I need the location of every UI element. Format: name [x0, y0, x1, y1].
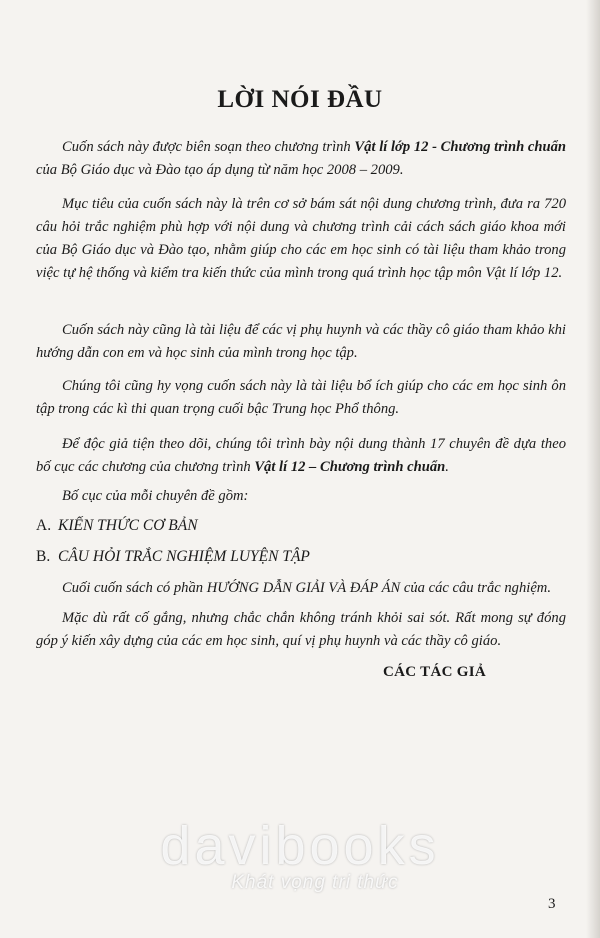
page-number: 3 — [548, 896, 556, 912]
watermark — [150, 818, 450, 894]
paragraph-goal: Mục tiêu của cuốn sách này là trên cơ sở bám sát nội dung chương trình, đưa ra 720 câu hỏi trắc nghiệm phù hợp với nội dung và chương trình cải cách sách giáo khoa mới của Bộ Giáo dục và Đào tạo, nhằm giúp cho các em học sinh có tài liệu tham khảo trong việc tự hệ thống và kiểm tra kiến thức của mình trong quá trình học tập môn Vật lí lớp 12. — [36, 196, 566, 281]
list-item — [36, 517, 198, 535]
paragraph-topic-layout: Bố cục của mỗi chuyên đề gồm: — [62, 488, 249, 504]
list-item — [36, 548, 310, 566]
watermark-slogan: Khát vọng tri thức — [231, 872, 399, 893]
paragraph-audience: Cuốn sách này cũng là tài liệu để các vị phụ huynh và các thầy cô giáo tham khảo khi hướng dẫn con em và học sinh của mình trong học tập. — [36, 322, 566, 361]
page-title: LỜI NÓI ĐẦU — [217, 86, 383, 113]
paragraph-answers: Cuối cuốn sách có phần HƯỚNG DẪN GIẢI VÀ ĐÁP ÁN của các câu trắc nghiệm. — [62, 580, 551, 596]
signature: CÁC TÁC GIẢ — [383, 664, 487, 680]
structure-text-c: . — [445, 459, 449, 475]
list-text: KIẾN THỨC CƠ BẢN — [58, 517, 198, 534]
intro-text-a: Cuốn sách này được biên soạn theo chương trình — [62, 139, 355, 155]
watermark-brand: davibooks — [160, 816, 440, 876]
structure-program-name: Vật lí 12 – Chương trình chuẩn — [254, 459, 446, 475]
paragraph-intro — [36, 136, 566, 182]
list-marker: B. — [36, 548, 51, 565]
list-marker: A. — [36, 517, 52, 534]
paragraph-structure — [36, 433, 566, 479]
paragraph-feedback: Mặc dù rất cố gắng, nhưng chắc chắn không tránh khỏi sai sót. Rất mong sự đóng góp ý kiến xây dựng của các em học sinh, quí vị phụ huynh và các thầy cô giáo. — [36, 610, 566, 649]
list-text: CÂU HỎI TRẮC NGHIỆM LUYỆN TẬP — [58, 548, 310, 565]
structure-text-a: Để độc giả tiện theo dõi, chúng tôi trình bày nội dung thành 17 chuyên đề dựa theo bố cục các chương của chương trình — [36, 436, 566, 475]
intro-text-c: của Bộ Giáo dục và Đào tạo áp dụng từ năm học 2008 – 2009. — [36, 162, 404, 178]
intro-book-name: Vật lí lớp 12 - Chương trình chuẩn — [354, 139, 567, 155]
paragraph-hope: Chúng tôi cũng hy vọng cuốn sách này là tài liệu bổ ích giúp cho các em học sinh ôn tập trong các kì thi quan trọng cuối bậc Trung học Phổ thông. — [36, 378, 566, 417]
page-edge-shadow — [586, 0, 600, 938]
